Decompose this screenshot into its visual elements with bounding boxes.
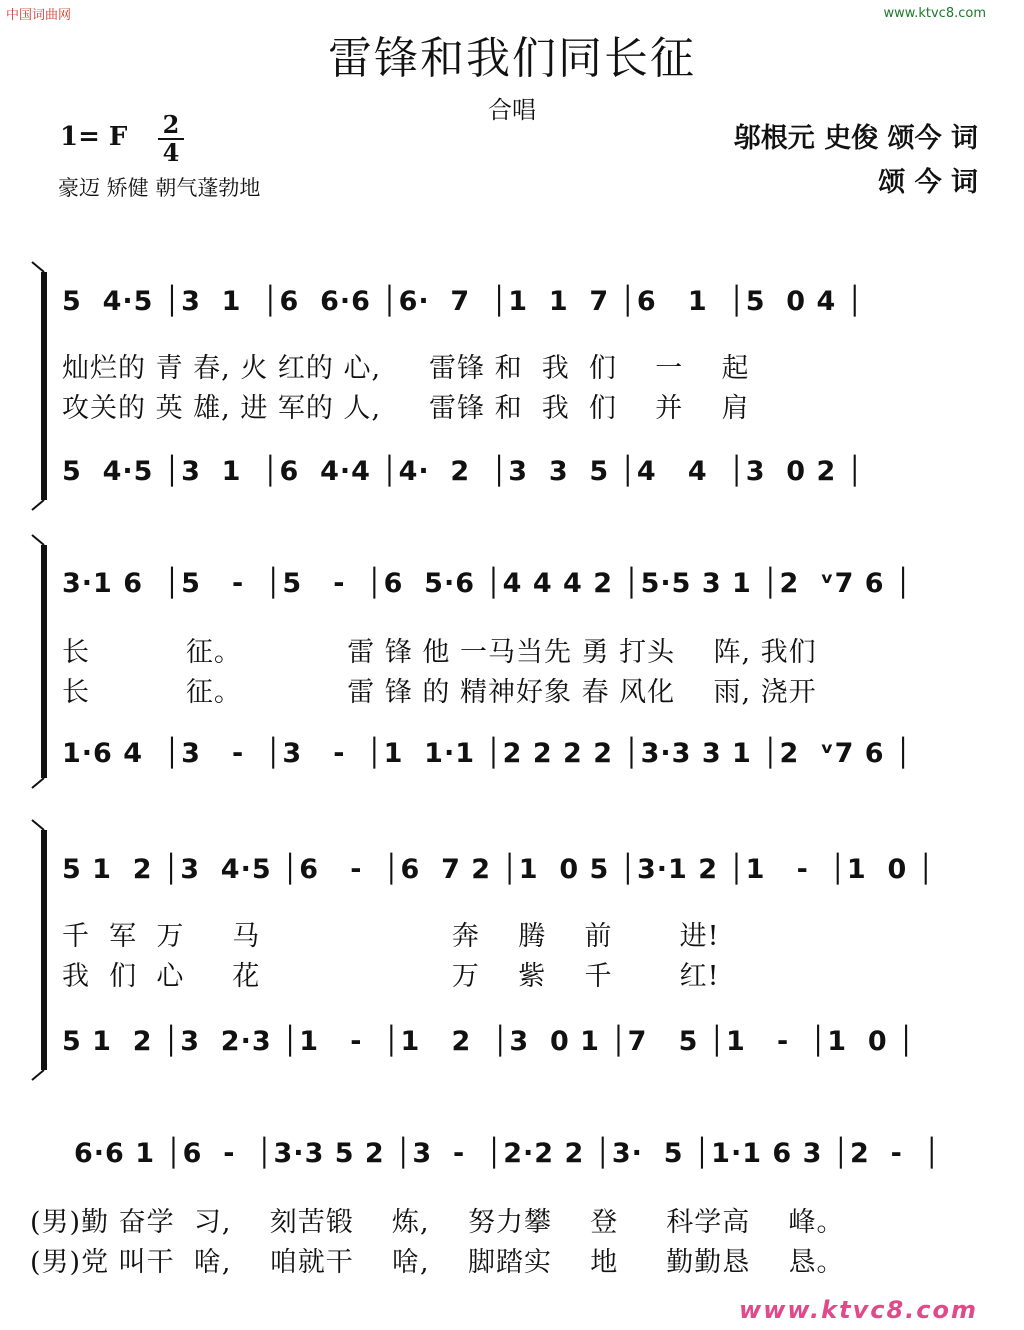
tempo-marking: 豪迈 矫健 朝气蓬勃地 <box>58 176 261 200</box>
song-title: 雷锋和我们同长征 <box>328 33 696 84</box>
song-subtitle: 合唱 <box>488 96 536 124</box>
lyric-verse-2: 我 们 心 花 万 紫 千 红! <box>62 961 720 992</box>
watermark-bottom[interactable]: www.ktvc8.com <box>739 1296 978 1324</box>
melody-line-lower: 1·6 4 │3 - │3 - │1 1·1 │2 2 2 2 │3·3 3 1 │2 ᵛ7 6 │ <box>62 738 913 769</box>
melody-line-upper: 5 1 2 │3 4·5 │6 - │6 7 2 │1 0 5 │3·1 2 │1 - │1 0 │ <box>62 854 935 885</box>
melody-line-male: 6·6 1 │6 - │3·3 5 2 │3 - │2·2 2 │3· 5 │1·1 6 3 │2 - │ <box>74 1138 941 1169</box>
lyric-verse-2: (男)党 叫干 啥, 咱就干 啥, 脚踏实 地 勤勤恳 恳。 <box>30 1247 845 1278</box>
watermark-right[interactable]: www.ktvc8.com <box>883 6 986 21</box>
time-numerator: 2 <box>162 110 180 139</box>
time-denominator: 4 <box>162 138 180 167</box>
lyricist-credit-2: 颂 今 词 <box>878 167 978 198</box>
lyric-verse-1: 千 军 万 马 奔 腾 前 进! <box>62 921 720 952</box>
lyric-verse-1: 长 征。 雷 锋 他 一马当先 勇 打头 阵, 我们 <box>62 637 817 668</box>
melody-line-lower: 5 1 2 │3 2·3 │1 - │1 2 │3 0 1 │7 5 │1 - │1 0 │ <box>62 1026 916 1057</box>
lyric-verse-2: 长 征。 雷 锋 的 精神好象 春 风化 雨, 浇开 <box>62 677 817 708</box>
melody-line-upper: 5 4·5 │3 1 │6 6·6 │6· 7 │1 1 7 │6 1 │5 0 4 │ <box>62 286 864 317</box>
lyricist-credit: 邬根元 史俊 颂今 词 <box>733 123 978 154</box>
lyric-verse-1: (男)勤 奋学 习, 刻苦锻 炼, 努力攀 登 科学高 峰。 <box>30 1207 845 1238</box>
melody-line-upper: 3·1 6 │5 - │5 - │6 5·6 │4 4 4 2 │5·5 3 1 │2 ᵛ7 6 │ <box>62 568 913 599</box>
watermark-left: 中国词曲网 <box>6 8 72 23</box>
melody-line-lower: 5 4·5 │3 1 │6 4·4 │4· 2 │3 3 5 │4 4 │3 0 2 │ <box>62 456 864 487</box>
key-signature: 1= F <box>60 122 128 152</box>
lyric-verse-2: 攻关的 英 雄, 进 军的 人, 雷锋 和 我 们 并 肩 <box>62 393 750 424</box>
lyric-verse-1: 灿烂的 青 春, 火 红的 心, 雷锋 和 我 们 一 起 <box>62 353 750 384</box>
